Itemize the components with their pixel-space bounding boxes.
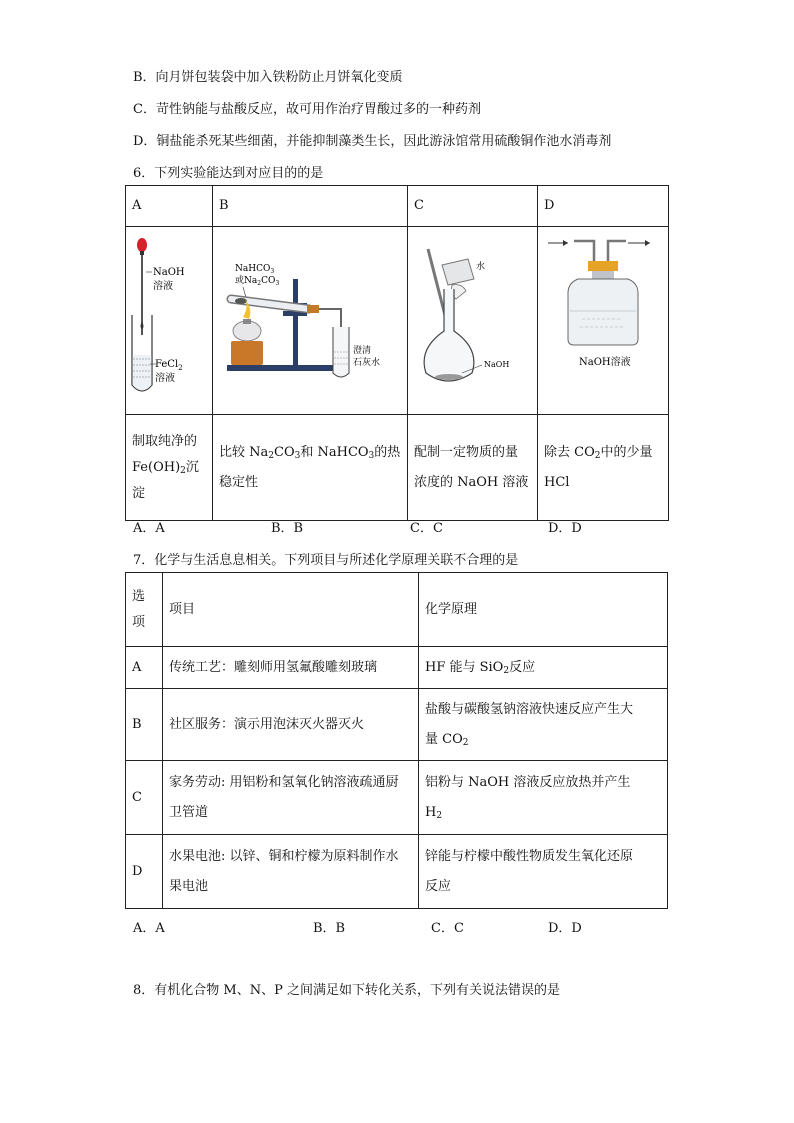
dropper-testtube-diagram (126, 227, 212, 403)
q7-row-d-item: 水果电池: 以锌、铜和柠檬为原料制作水 果电池 (163, 835, 419, 909)
q5-option-d: D．铜盐能杀死某些细菌，并能抑制藻类生长，因此游泳馆常用硫酸铜作池水消毒剂 (133, 134, 612, 149)
q6-purpose-d: 除去 $CO_2$中的少量 HCl (538, 415, 669, 521)
q7-row-c-item: 家务劳动: 用铝粉和氢氧化钠溶液疏通厨 卫管道 (163, 761, 419, 835)
dropper-bulb (137, 238, 147, 252)
q7-answer-c: C．C (431, 921, 464, 936)
bottle-body (568, 279, 638, 345)
q7-header-option: 选 项 (126, 573, 163, 647)
q6-answer-a: A．A (133, 521, 165, 536)
q6-purpose-a: 制取纯净的 $Fe(OH)_2$沉 淀 (126, 415, 213, 521)
q7-stem: 7．化学与生活息息相关。下列项目与所述化学原理关联不合理的是 (133, 553, 519, 568)
q5-option-c: C．苛性钠能与盐酸反应，故可用作治疗胃酸过多的一种药剂 (133, 102, 481, 117)
q6-stem: 6．下列实验能达到对应目的的是 (133, 166, 324, 181)
q7-row-d-principle: 锌能与柠檬中酸性物质发生氧化还原 反应 (419, 835, 668, 909)
c-label-naoh: NaOH (484, 360, 510, 369)
q7-row-b-principle: 盐酸与碳酸氢钠溶液快速反应产生大 量 $CO_2$ (419, 689, 668, 761)
bottle-stopper (588, 261, 618, 271)
q6-figure-d (538, 227, 669, 415)
q5-option-b: B．向月饼包装袋中加入铁粉防止月饼氧化变质 (133, 70, 403, 85)
b-label-line2: 或$Na_2CO_3$ (235, 276, 280, 287)
q6-figure-c (408, 227, 538, 415)
q7-row-b-item: 社区服务：演示用泡沫灭火器灭火 (163, 689, 419, 761)
q6-answer-b: B．B (271, 521, 304, 536)
stopper (307, 305, 319, 313)
q7-row-d-option: D (126, 835, 163, 909)
reagent1-line1: NaOH (153, 267, 185, 278)
b-label-limewater-1: 澄清 (353, 346, 372, 356)
volumetric-flask-diagram (408, 227, 537, 403)
lamp-base-block (231, 341, 263, 365)
q6-header-d: D (538, 186, 669, 227)
reagent1-line2: 溶液 (153, 281, 173, 292)
q6-header-a: A (126, 186, 213, 227)
q7-answer-b: B．B (313, 921, 346, 936)
naoh-solid (435, 374, 463, 380)
gas-washing-bottle-diagram (538, 227, 668, 403)
q7-row-b-option: B (126, 689, 163, 761)
q8-stem: 8．有机化合物 M、N、P 之间满足如下转化关系，下列有关说法错误的是 (133, 983, 560, 998)
q6-answer-c: C．C (410, 521, 443, 536)
q7-row-a-principle: HF 能与 SiO$_2$反应 (419, 647, 668, 689)
q6-purpose-c: 配制一定物质的量 浓度的 NaOH 溶液 (408, 415, 538, 521)
q7-answer-a: A．A (133, 921, 165, 936)
stand-rod (293, 279, 298, 369)
q6-header-c: C (408, 186, 538, 227)
q6-table (125, 185, 669, 521)
q7-answer-d: D．D (548, 921, 582, 936)
reagent2-line2: 溶液 (155, 373, 175, 384)
q6-header-b: B (213, 186, 408, 227)
b-label-limewater-2: 石灰水 (353, 358, 381, 368)
stand-base (227, 365, 337, 371)
q7-row-c-principle: 铝粉与 NaOH 溶液反应放热并产生 $H_2$ (419, 761, 668, 835)
q7-header-item: 项目 (163, 573, 419, 647)
q7-row-a-item: 传统工艺：雕刻师用氢氟酸雕刻玻璃 (163, 647, 419, 689)
q6-purpose-b: 比较 $Na_2CO_3$和 NaHCO$_3$的热 稳定性 (213, 415, 408, 521)
q7-header-principle: 化学原理 (419, 573, 668, 647)
q6-figure-a (126, 227, 213, 415)
q7-table (125, 572, 668, 909)
heating-apparatus-diagram (213, 227, 407, 403)
c-label-water: 水 (476, 262, 486, 272)
d-label-naoh: NaOH溶液 (579, 357, 631, 368)
beaker (442, 259, 474, 285)
reagent2-line1: FeCl$_2$ (155, 359, 183, 372)
q6-answer-d: D．D (548, 521, 582, 536)
flask-body (424, 289, 474, 381)
q7-row-a-option: A (126, 647, 163, 689)
q7-row-c-option: C (126, 761, 163, 835)
b-label-line1: NaHCO$_3$ (235, 264, 275, 275)
q6-figure-b (213, 227, 408, 415)
